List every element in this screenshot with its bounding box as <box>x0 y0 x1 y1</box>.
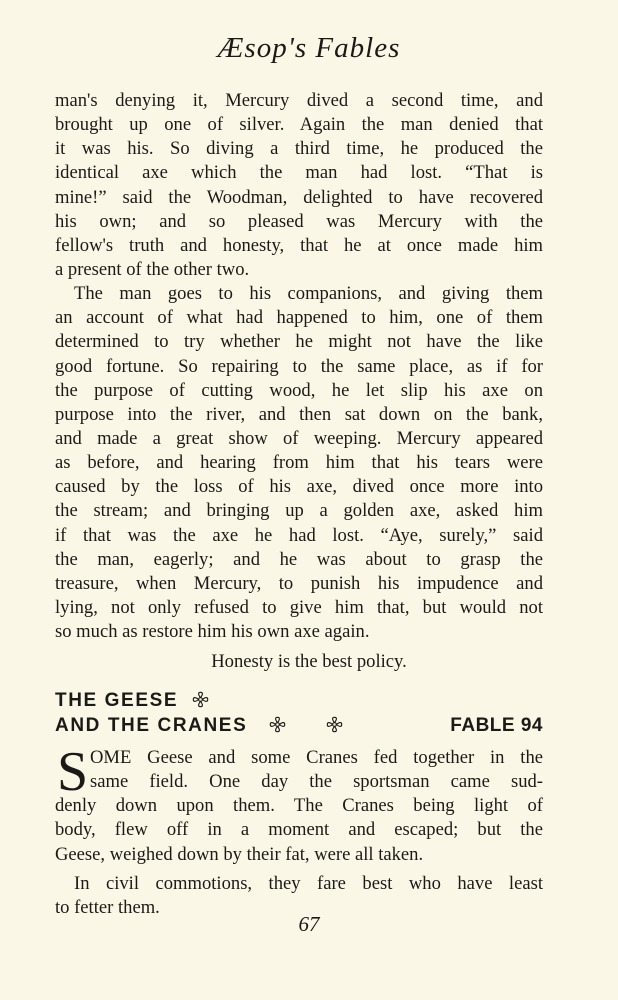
flower-ornament-icon <box>326 716 343 733</box>
text-line: his own; and so pleased was Mercury with the <box>55 210 543 232</box>
text-line: lying, not only refused to give him that, but would not <box>55 596 543 618</box>
text-line: man's denying it, Mercury dived a second time, and <box>55 90 543 111</box>
text-line: same field. One day the sportsman came sud- <box>90 771 543 793</box>
text-line: the stream; and bringing up a golden axe, asked him <box>55 500 543 522</box>
text-line: body, flew off in a moment and escaped; but the <box>55 819 543 841</box>
text-line: caused by the loss of his axe, dived once more into <box>55 476 543 498</box>
text-line: denly down upon them. The Cranes being light of <box>55 795 543 817</box>
text-line: to fetter them. <box>55 897 160 919</box>
text-line: treasure, when Mercury, to punish his impudence and <box>55 572 543 594</box>
text-line: In civil commotions, they fare best who have least <box>74 873 543 894</box>
text-line: identical axe which the man had lost. “That is <box>55 162 543 184</box>
drop-cap: S <box>57 741 89 803</box>
text-line: and made a great show of weeping. Mercury appeared <box>55 427 543 449</box>
fable-number: FABLE 94 <box>450 715 543 736</box>
flower-ornament-icon <box>192 691 209 708</box>
flower-ornament-icon <box>269 716 286 733</box>
text-line: Geese, weighed down by their fat, were all taken. <box>55 843 424 865</box>
previous-fable-moral: Honesty is the best policy. <box>211 651 407 672</box>
text-line: so much as restore him his own axe again. <box>55 621 370 643</box>
running-head: Æsop's Fables <box>217 32 401 64</box>
fable-title-text: AND THE CRANES <box>55 715 248 736</box>
text-line: as before, and hearing from him that his tears were <box>55 452 543 474</box>
text-line: a present of the other two. <box>55 258 250 280</box>
text-line: mine!” said the Woodman, delighted to have recovered <box>55 186 543 208</box>
text-line: fellow's truth and honesty, that he at once made him <box>55 234 543 256</box>
fable-title-line-1 <box>55 688 543 714</box>
fable-title-text: THE GEESE <box>55 690 179 711</box>
text-line: an account of what had happened to him, one of them <box>55 307 543 329</box>
text-line: it was his. So diving a third time, he produced the <box>55 138 543 160</box>
text-line: the purpose of cutting wood, he let slip his axe on <box>55 379 543 401</box>
text-line: brought up one of silver. Again the man denied that <box>55 114 543 136</box>
fable-title-line-2 <box>55 713 543 739</box>
text-line: the man, eagerly; and he was about to grasp the <box>55 548 543 570</box>
text-line: The man goes to his companions, and giving them <box>74 283 543 305</box>
text-line: OME Geese and some Cranes fed together in the <box>90 747 543 768</box>
fable-body <box>55 741 543 867</box>
text-line: purpose into the river, and then sat down on the bank, <box>55 403 543 425</box>
text-line: determined to try whether he might not have the like <box>55 331 543 353</box>
text-line: if that was the axe he had lost. “Aye, surely,” said <box>55 524 543 546</box>
page-number: 67 <box>298 912 320 936</box>
text-line: good fortune. So repairing to the same place, as if for <box>55 355 543 377</box>
previous-fable-text <box>55 89 543 644</box>
